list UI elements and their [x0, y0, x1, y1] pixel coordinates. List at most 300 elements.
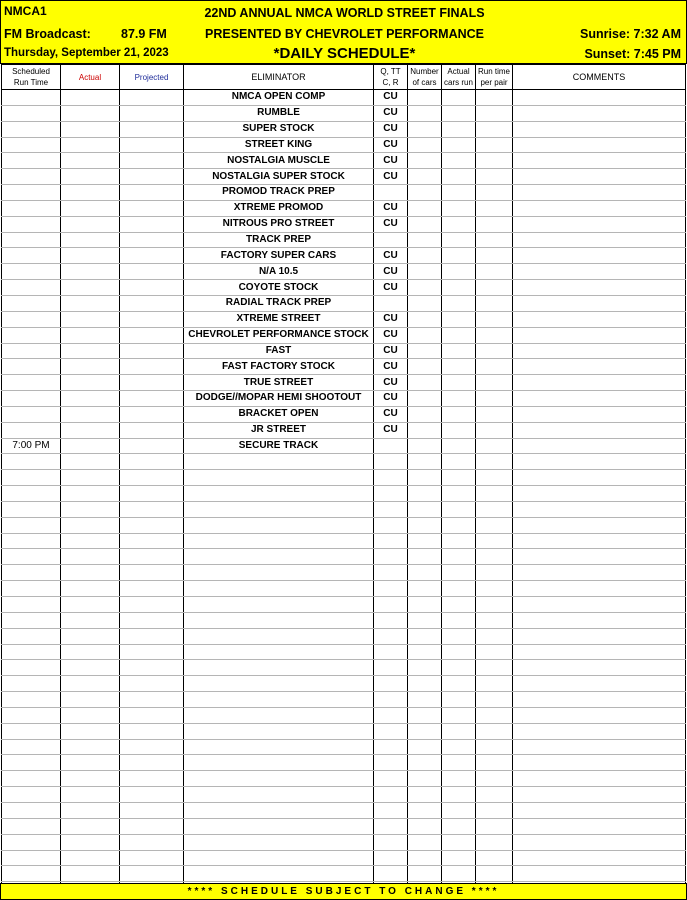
cell-run-time-per-pair: [476, 216, 513, 232]
cell-scheduled: [2, 90, 61, 106]
table-row: [2, 422, 686, 438]
cell-actual-cars-run: [442, 612, 476, 628]
cell-projected: [120, 549, 184, 565]
cell-scheduled: [2, 581, 61, 597]
cell-qttcr: CU: [374, 311, 408, 327]
cell-number-of-cars: [408, 232, 442, 248]
cell-projected: [120, 533, 184, 549]
cell-comments: [513, 802, 686, 818]
cell-number-of-cars: [408, 628, 442, 644]
table-row: [2, 660, 686, 676]
cell-qttcr: CU: [374, 327, 408, 343]
col-cars-run-line2: cars run: [444, 78, 473, 87]
cell-comments: [513, 834, 686, 850]
cell-run-time-per-pair: [476, 438, 513, 454]
cell-actual-cars-run: [442, 216, 476, 232]
cell-scheduled: [2, 311, 61, 327]
table-row: [2, 581, 686, 597]
cell-comments: [513, 137, 686, 153]
cell-projected: [120, 153, 184, 169]
cell-eliminator: NITROUS PRO STREET: [184, 216, 374, 232]
cell-run-time-per-pair: [476, 707, 513, 723]
cell-number-of-cars: [408, 359, 442, 375]
cell-eliminator: SECURE TRACK: [184, 438, 374, 454]
cell-comments: [513, 232, 686, 248]
cell-number-of-cars: [408, 137, 442, 153]
cell-actual: [61, 391, 120, 407]
table-row: [2, 454, 686, 470]
cell-scheduled: [2, 612, 61, 628]
cell-scheduled: [2, 818, 61, 834]
cell-scheduled: [2, 359, 61, 375]
cell-eliminator: N/A 10.5: [184, 264, 374, 280]
cell-actual: [61, 200, 120, 216]
cell-actual: [61, 533, 120, 549]
cell-actual-cars-run: [442, 105, 476, 121]
cell-number-of-cars: [408, 216, 442, 232]
cell-scheduled: [2, 660, 61, 676]
cell-projected: [120, 802, 184, 818]
table-row: [2, 137, 686, 153]
cell-run-time-per-pair: [476, 612, 513, 628]
cell-scheduled: [2, 739, 61, 755]
table-row: [2, 105, 686, 121]
cell-projected: [120, 597, 184, 613]
cell-scheduled: [2, 787, 61, 803]
cell-projected: [120, 501, 184, 517]
table-row: [2, 311, 686, 327]
cell-scheduled: [2, 295, 61, 311]
cell-actual: [61, 581, 120, 597]
cell-qttcr: [374, 692, 408, 708]
cell-qttcr: [374, 787, 408, 803]
cell-qttcr: CU: [374, 216, 408, 232]
cell-projected: [120, 612, 184, 628]
cell-number-of-cars: [408, 834, 442, 850]
cell-eliminator: [184, 787, 374, 803]
cell-actual-cars-run: [442, 644, 476, 660]
cell-eliminator: [184, 676, 374, 692]
table-row: [2, 850, 686, 866]
cell-qttcr: CU: [374, 264, 408, 280]
cell-number-of-cars: [408, 185, 442, 201]
col-run-time-per-pair: [476, 65, 513, 90]
cell-actual-cars-run: [442, 517, 476, 533]
col-run-time-line1: Run time: [477, 67, 510, 76]
cell-actual: [61, 311, 120, 327]
cell-scheduled: [2, 866, 61, 882]
table-row: [2, 232, 686, 248]
cell-number-of-cars: [408, 533, 442, 549]
cell-eliminator: XTREME STREET: [184, 311, 374, 327]
cell-comments: [513, 422, 686, 438]
col-actual: Actual: [61, 65, 120, 90]
cell-scheduled: [2, 406, 61, 422]
table-row: [2, 612, 686, 628]
cell-qttcr: [374, 771, 408, 787]
cell-qttcr: CU: [374, 375, 408, 391]
cell-actual: [61, 850, 120, 866]
table-row: [2, 501, 686, 517]
cell-scheduled: [2, 343, 61, 359]
cell-run-time-per-pair: [476, 105, 513, 121]
table-row: [2, 644, 686, 660]
cell-scheduled: [2, 280, 61, 296]
cell-actual: [61, 818, 120, 834]
cell-comments: [513, 866, 686, 882]
cell-qttcr: [374, 660, 408, 676]
cell-scheduled: [2, 533, 61, 549]
cell-actual: [61, 549, 120, 565]
cell-actual-cars-run: [442, 818, 476, 834]
cell-comments: [513, 359, 686, 375]
table-row: [2, 200, 686, 216]
cell-qttcr: [374, 185, 408, 201]
cell-actual: [61, 137, 120, 153]
cell-number-of-cars: [408, 597, 442, 613]
cell-eliminator: BRACKET OPEN: [184, 406, 374, 422]
cell-qttcr: [374, 232, 408, 248]
cell-eliminator: FACTORY SUPER CARS: [184, 248, 374, 264]
cell-run-time-per-pair: [476, 137, 513, 153]
cell-eliminator: [184, 549, 374, 565]
cell-comments: [513, 644, 686, 660]
cell-scheduled: [2, 216, 61, 232]
table-row: [2, 866, 686, 882]
cell-comments: [513, 295, 686, 311]
cell-qttcr: [374, 707, 408, 723]
table-row: [2, 787, 686, 803]
schedule-table: [1, 64, 686, 898]
cell-run-time-per-pair: [476, 660, 513, 676]
cell-scheduled: [2, 486, 61, 502]
cell-comments: [513, 692, 686, 708]
cell-qttcr: CU: [374, 105, 408, 121]
cell-eliminator: [184, 723, 374, 739]
cell-number-of-cars: [408, 438, 442, 454]
cell-projected: [120, 232, 184, 248]
cell-projected: [120, 517, 184, 533]
cell-run-time-per-pair: [476, 597, 513, 613]
cell-qttcr: [374, 676, 408, 692]
cell-number-of-cars: [408, 200, 442, 216]
table-row: [2, 692, 686, 708]
cell-run-time-per-pair: [476, 454, 513, 470]
cell-comments: [513, 597, 686, 613]
cell-comments: [513, 501, 686, 517]
cell-actual-cars-run: [442, 723, 476, 739]
cell-projected: [120, 850, 184, 866]
cell-qttcr: [374, 818, 408, 834]
cell-number-of-cars: [408, 739, 442, 755]
cell-run-time-per-pair: [476, 517, 513, 533]
cell-comments: [513, 628, 686, 644]
cell-projected: [120, 755, 184, 771]
cell-actual: [61, 676, 120, 692]
cell-qttcr: [374, 438, 408, 454]
cell-actual-cars-run: [442, 185, 476, 201]
cell-actual: [61, 628, 120, 644]
cell-qttcr: [374, 295, 408, 311]
cell-actual: [61, 565, 120, 581]
cell-eliminator: [184, 597, 374, 613]
cell-comments: [513, 216, 686, 232]
cell-actual-cars-run: [442, 121, 476, 137]
cell-projected: [120, 248, 184, 264]
cell-projected: [120, 121, 184, 137]
table-row: [2, 676, 686, 692]
cell-actual: [61, 612, 120, 628]
cell-actual: [61, 470, 120, 486]
cell-number-of-cars: [408, 692, 442, 708]
cell-comments: [513, 280, 686, 296]
cell-actual-cars-run: [442, 834, 476, 850]
cell-scheduled: [2, 628, 61, 644]
cell-actual: [61, 248, 120, 264]
cell-actual-cars-run: [442, 375, 476, 391]
cell-eliminator: NOSTALGIA SUPER STOCK: [184, 169, 374, 185]
cell-scheduled: [2, 470, 61, 486]
cell-projected: [120, 787, 184, 803]
cell-eliminator: [184, 834, 374, 850]
cell-actual-cars-run: [442, 597, 476, 613]
cell-eliminator: DODGE//MOPAR HEMI SHOOTOUT: [184, 391, 374, 407]
cell-eliminator: PROMOD TRACK PREP: [184, 185, 374, 201]
table-row: [2, 264, 686, 280]
cell-comments: [513, 850, 686, 866]
cell-qttcr: [374, 755, 408, 771]
cell-actual-cars-run: [442, 549, 476, 565]
cell-run-time-per-pair: [476, 406, 513, 422]
table-row: [2, 739, 686, 755]
cell-number-of-cars: [408, 153, 442, 169]
cell-actual-cars-run: [442, 866, 476, 882]
cell-actual: [61, 692, 120, 708]
cell-scheduled: [2, 232, 61, 248]
cell-number-of-cars: [408, 375, 442, 391]
cell-eliminator: NOSTALGIA MUSCLE: [184, 153, 374, 169]
cell-actual: [61, 185, 120, 201]
cell-actual-cars-run: [442, 438, 476, 454]
cell-qttcr: CU: [374, 137, 408, 153]
cell-number-of-cars: [408, 660, 442, 676]
table-row: [2, 295, 686, 311]
table-row: [2, 359, 686, 375]
cell-actual-cars-run: [442, 771, 476, 787]
cell-run-time-per-pair: [476, 391, 513, 407]
cell-actual-cars-run: [442, 850, 476, 866]
cell-number-of-cars: [408, 707, 442, 723]
cell-number-of-cars: [408, 121, 442, 137]
col-run-time-line2: per pair: [480, 78, 508, 87]
cell-projected: [120, 676, 184, 692]
cell-run-time-per-pair: [476, 327, 513, 343]
cell-run-time-per-pair: [476, 375, 513, 391]
table-row: [2, 216, 686, 232]
table-row: [2, 771, 686, 787]
cell-eliminator: [184, 581, 374, 597]
header-banner: [0, 0, 687, 64]
cell-number-of-cars: [408, 723, 442, 739]
cell-projected: [120, 834, 184, 850]
cell-comments: [513, 771, 686, 787]
cell-actual-cars-run: [442, 533, 476, 549]
event-id: NMCA1: [4, 4, 47, 18]
cell-eliminator: [184, 866, 374, 882]
table-row: [2, 517, 686, 533]
cell-comments: [513, 169, 686, 185]
cell-actual-cars-run: [442, 343, 476, 359]
cell-actual-cars-run: [442, 581, 476, 597]
fm-broadcast-label: FM Broadcast:: [4, 27, 91, 41]
cell-actual-cars-run: [442, 280, 476, 296]
header-row: [2, 65, 686, 90]
cell-eliminator: [184, 470, 374, 486]
cell-actual-cars-run: [442, 692, 476, 708]
cell-comments: [513, 676, 686, 692]
cell-number-of-cars: [408, 581, 442, 597]
cell-eliminator: RADIAL TRACK PREP: [184, 295, 374, 311]
cell-eliminator: SUPER STOCK: [184, 121, 374, 137]
cell-qttcr: CU: [374, 169, 408, 185]
cell-number-of-cars: [408, 850, 442, 866]
cell-actual-cars-run: [442, 486, 476, 502]
cell-actual: [61, 723, 120, 739]
cell-actual: [61, 707, 120, 723]
cell-scheduled: [2, 723, 61, 739]
cell-actual-cars-run: [442, 391, 476, 407]
col-actual-cars-run: [442, 65, 476, 90]
cell-number-of-cars: [408, 391, 442, 407]
cell-scheduled: [2, 375, 61, 391]
cell-actual: [61, 438, 120, 454]
cell-number-of-cars: [408, 280, 442, 296]
cell-eliminator: [184, 802, 374, 818]
cell-eliminator: [184, 771, 374, 787]
cell-eliminator: [184, 850, 374, 866]
col-qttcr: [374, 65, 408, 90]
sunrise-time: Sunrise: 7:32 AM: [580, 27, 681, 41]
cell-comments: [513, 343, 686, 359]
cell-scheduled: [2, 755, 61, 771]
cell-scheduled: [2, 105, 61, 121]
cell-run-time-per-pair: [476, 549, 513, 565]
table-row: [2, 438, 686, 454]
cell-qttcr: [374, 723, 408, 739]
cell-actual: [61, 90, 120, 106]
cell-eliminator: [184, 612, 374, 628]
cell-projected: [120, 311, 184, 327]
cell-run-time-per-pair: [476, 90, 513, 106]
cell-number-of-cars: [408, 818, 442, 834]
cell-scheduled: [2, 200, 61, 216]
cell-projected: [120, 486, 184, 502]
cell-run-time-per-pair: [476, 359, 513, 375]
table-row: [2, 818, 686, 834]
cell-qttcr: [374, 470, 408, 486]
col-qttcr-line1: Q, TT: [380, 67, 401, 76]
col-qttcr-line2: C, R: [382, 78, 399, 87]
cell-scheduled: [2, 185, 61, 201]
cell-scheduled: [2, 707, 61, 723]
presented-by: PRESENTED BY CHEVROLET PERFORMANCE: [205, 27, 484, 41]
cell-qttcr: [374, 549, 408, 565]
cell-number-of-cars: [408, 311, 442, 327]
cell-eliminator: XTREME PROMOD: [184, 200, 374, 216]
col-projected: Projected: [120, 65, 184, 90]
cell-comments: [513, 707, 686, 723]
cell-qttcr: CU: [374, 391, 408, 407]
cell-comments: [513, 723, 686, 739]
cell-projected: [120, 343, 184, 359]
cell-projected: [120, 264, 184, 280]
cell-actual-cars-run: [442, 454, 476, 470]
cell-actual: [61, 644, 120, 660]
cell-qttcr: [374, 581, 408, 597]
cell-number-of-cars: [408, 565, 442, 581]
cell-comments: [513, 264, 686, 280]
cell-projected: [120, 375, 184, 391]
cell-run-time-per-pair: [476, 850, 513, 866]
cell-projected: [120, 470, 184, 486]
table-row: [2, 486, 686, 502]
schedule-body: [2, 90, 686, 898]
table-row: [2, 248, 686, 264]
cell-run-time-per-pair: [476, 169, 513, 185]
cell-run-time-per-pair: [476, 723, 513, 739]
cell-scheduled: [2, 597, 61, 613]
cell-run-time-per-pair: [476, 834, 513, 850]
cell-qttcr: CU: [374, 90, 408, 106]
table-row: [2, 343, 686, 359]
cell-number-of-cars: [408, 470, 442, 486]
cell-comments: [513, 787, 686, 803]
cell-comments: [513, 533, 686, 549]
cell-actual-cars-run: [442, 739, 476, 755]
cell-actual: [61, 517, 120, 533]
cell-comments: [513, 375, 686, 391]
event-date: Thursday, September 21, 2023: [4, 47, 169, 59]
cell-scheduled: [2, 121, 61, 137]
cell-number-of-cars: [408, 327, 442, 343]
cell-comments: [513, 153, 686, 169]
cell-eliminator: COYOTE STOCK: [184, 280, 374, 296]
col-eliminator: ELIMINATOR: [184, 65, 374, 90]
cell-scheduled: [2, 248, 61, 264]
cell-run-time-per-pair: [476, 739, 513, 755]
cell-actual: [61, 216, 120, 232]
cell-number-of-cars: [408, 612, 442, 628]
cell-number-of-cars: [408, 787, 442, 803]
cell-actual-cars-run: [442, 707, 476, 723]
cell-eliminator: [184, 517, 374, 533]
cell-comments: [513, 565, 686, 581]
cell-projected: [120, 692, 184, 708]
cell-actual-cars-run: [442, 248, 476, 264]
cell-number-of-cars: [408, 264, 442, 280]
cell-comments: [513, 438, 686, 454]
cell-actual: [61, 280, 120, 296]
cell-eliminator: FAST FACTORY STOCK: [184, 359, 374, 375]
daily-schedule-title: *DAILY SCHEDULE*: [273, 45, 416, 62]
cell-comments: [513, 549, 686, 565]
col-number-of-cars: [408, 65, 442, 90]
table-row: [2, 597, 686, 613]
sunset-time: Sunset: 7:45 PM: [584, 47, 681, 61]
cell-qttcr: [374, 565, 408, 581]
cell-actual: [61, 359, 120, 375]
cell-qttcr: [374, 628, 408, 644]
